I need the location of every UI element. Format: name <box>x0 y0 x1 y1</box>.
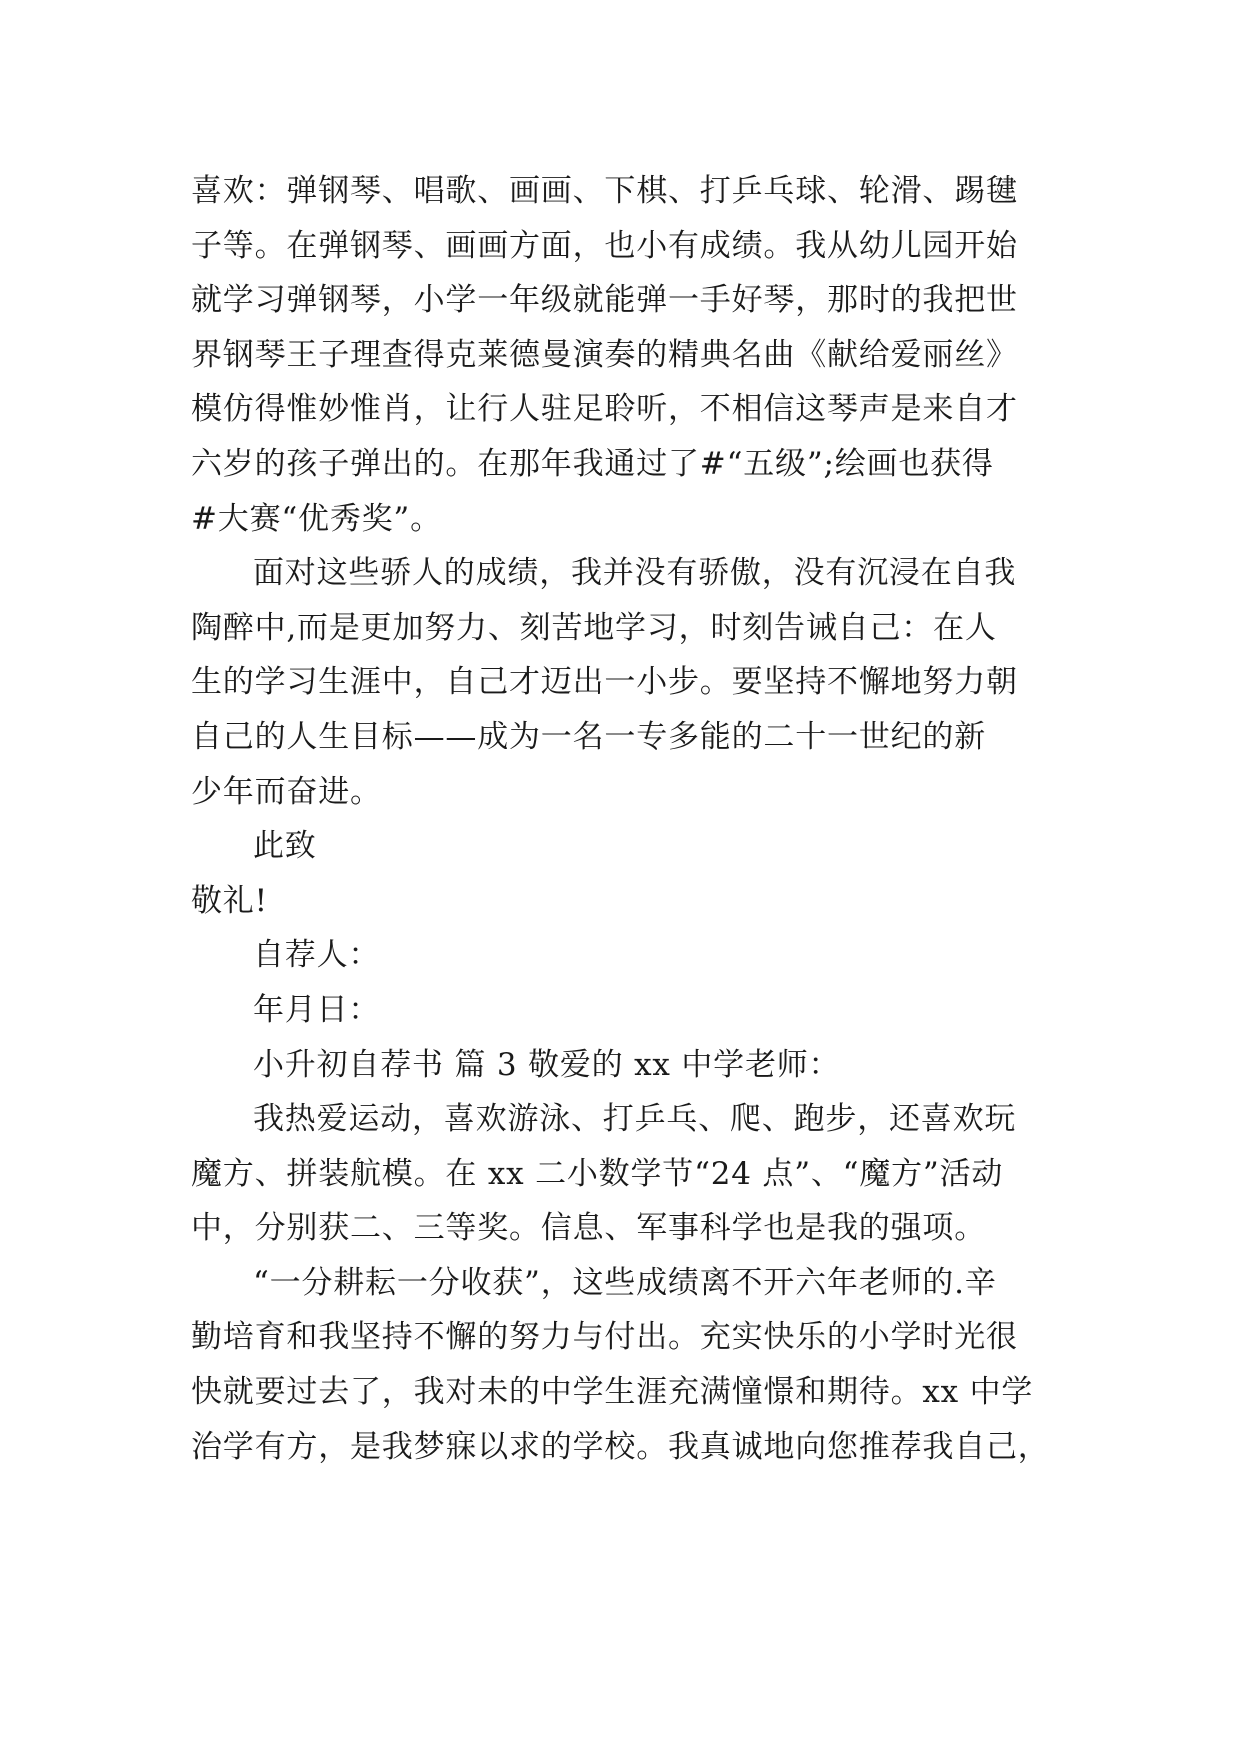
text-line: 陶醉中,而是更加努力、刻苦地学习，时刻告诫自己：在人 <box>191 609 997 646</box>
text-line: “一分耕耘一分收获”，这些成绩离不开六年老师的.辛 <box>253 1264 997 1301</box>
text-line: 魔方、拼装航模。在 xx 二小数学节“24 点”、“魔方”活动 <box>191 1155 1004 1192</box>
text-line: 快就要过去了，我对未的中学生涯充满憧憬和期待。xx 中学 <box>191 1374 1034 1411</box>
text-line: 治学有方，是我梦寐以求的学校。我真诚地向您推荐我自己， <box>191 1428 1050 1465</box>
signature-label: 自荐人： <box>253 937 381 974</box>
date-label: 年月日： <box>253 991 381 1028</box>
text-line: 面对这些骄人的成绩，我并没有骄傲，没有沉浸在自我 <box>253 555 1017 592</box>
text-line: 勤培育和我坚持不懈的努力与付出。充实快乐的小学时光很 <box>191 1319 1018 1356</box>
text-line: #大赛“优秀奖”。 <box>191 500 442 537</box>
text-line: 就学习弹钢琴，小学一年级就能弹一手好琴，那时的我把世 <box>191 282 1018 319</box>
section-heading: 小升初自荐书 篇 3 敬爱的 xx 中学老师： <box>253 1046 841 1083</box>
text-line: 生的学习生涯中，自己才迈出一小步。要坚持不懈地努力朝 <box>191 664 1018 701</box>
text-line: 模仿得惟妙惟肖，让行人驻足聆听，不相信这琴声是来自才 <box>191 391 1018 428</box>
text-line: 喜欢：弹钢琴、唱歌、画画、下棋、打乒乓球、轮滑、踢毽 <box>191 173 1018 209</box>
text-line: 中，分别获二、三等奖。信息、军事科学也是我的强项。 <box>191 1210 986 1247</box>
closing-regards: 敬礼! <box>191 882 268 919</box>
text-line: 少年而奋进。 <box>191 773 382 810</box>
text-line: 子等。在弹钢琴、画画方面，也小有成绩。我从幼儿园开始 <box>191 227 1018 264</box>
text-line: 自己的人生目标——成为一名一专多能的二十一世纪的新 <box>191 718 986 755</box>
text-line: 我热爱运动，喜欢游泳、打乒乓、爬、跑步，还喜欢玩 <box>253 1101 1017 1138</box>
closing-salutation: 此致 <box>253 828 317 865</box>
text-line: 六岁的孩子弹出的。在那年我通过了#“五级”;绘画也获得 <box>191 445 994 482</box>
text-line: 界钢琴王子理查得克莱德曼演奏的精典名曲《献给爱丽丝》 <box>191 336 1018 373</box>
body-text <box>191 164 1061 1474</box>
